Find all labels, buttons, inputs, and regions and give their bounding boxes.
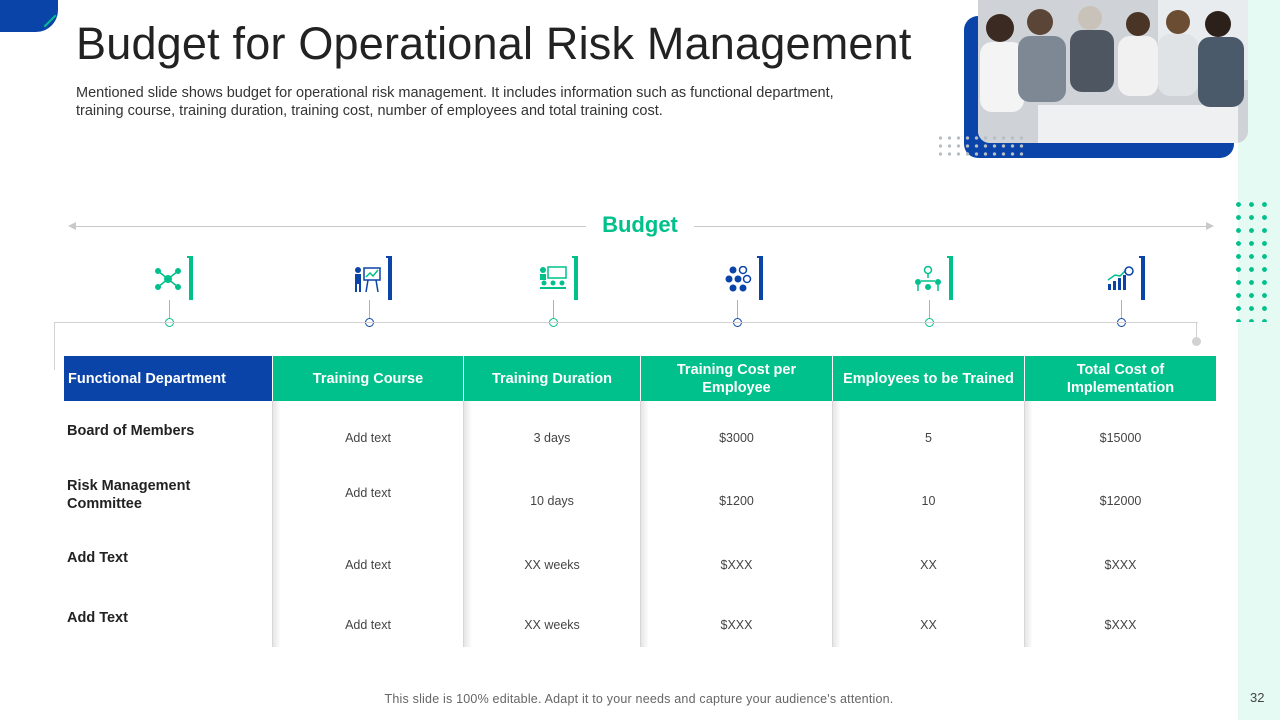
budget-line-right — [694, 226, 1208, 227]
connector-end-dot — [1192, 337, 1201, 346]
arrow-left-icon — [68, 222, 76, 230]
cell-employees: XX — [920, 558, 937, 572]
budget-line-left — [72, 226, 586, 227]
header-training-duration: Training Duration — [464, 356, 640, 401]
cell-course: Add text — [345, 486, 391, 500]
header-functional-department: Functional Department — [64, 356, 272, 401]
header-training-cost: Training Cost per Employee — [641, 356, 832, 401]
growth-chart-icon — [1101, 256, 1145, 300]
arrow-right-icon — [1206, 222, 1214, 230]
footer-note: This slide is 100% editable. Adapt it to your needs and capture your audience's attention. — [384, 692, 894, 706]
icon-stem — [1121, 300, 1122, 319]
photo-dot-pattern — [936, 134, 1026, 160]
cell-employees: XX — [920, 618, 937, 632]
cell-employees: 10 — [921, 494, 936, 508]
cell-total: $15000 — [1099, 431, 1142, 445]
page-number: 32 — [1250, 690, 1265, 705]
corner-decoration — [0, 0, 58, 32]
header-employees-trained: Employees to be Trained — [833, 356, 1024, 401]
cell-course: Add text — [345, 431, 391, 445]
connector-left — [54, 322, 55, 370]
cell-cost: $XXX — [720, 558, 753, 572]
network-nodes-icon — [149, 256, 193, 300]
cell-duration: 3 days — [533, 431, 571, 445]
people-connection-icon — [909, 256, 953, 300]
cell-total: $12000 — [1099, 494, 1142, 508]
team-structure-icon — [719, 256, 763, 300]
cell-cost: $3000 — [719, 431, 754, 445]
icon-stem — [929, 300, 930, 319]
row-label: Add Text — [67, 610, 128, 626]
cell-total: $XXX — [1104, 618, 1137, 632]
cell-course: Add text — [345, 618, 391, 632]
cell-cost: $1200 — [719, 494, 754, 508]
cell-duration: 10 days — [530, 494, 574, 508]
connector-line — [54, 322, 1198, 323]
slide-subtitle: Mentioned slide shows budget for operational risk management. It includes information such as functional department, training course, training duration, training cost, number of employees and total training cost. — [76, 85, 834, 119]
presenter-board-icon — [348, 256, 392, 300]
budget-label: Budget — [602, 212, 678, 237]
cell-duration: XX weeks — [524, 558, 580, 572]
header-total-cost: Total Cost of Implementation — [1025, 356, 1216, 401]
header-training-course: Training Course — [273, 356, 463, 401]
icon-stem — [369, 300, 370, 319]
team-meeting-photo — [978, 0, 1248, 143]
row-label: Risk Management Committee — [67, 478, 191, 512]
cell-course: Add text — [345, 558, 391, 572]
slide-title: Budget for Operational Risk Management — [76, 18, 912, 69]
training-session-icon — [534, 256, 578, 300]
icon-stem — [169, 300, 170, 319]
decorative-dot-grid — [1232, 198, 1272, 322]
connector-right — [1196, 322, 1197, 338]
icon-stem — [553, 300, 554, 319]
cell-cost: $XXX — [720, 618, 753, 632]
cell-total: $XXX — [1104, 558, 1137, 572]
cell-employees: 5 — [925, 431, 932, 445]
row-label: Add Text — [67, 550, 128, 566]
cell-duration: XX weeks — [524, 618, 580, 632]
row-label: Board of Members — [67, 423, 195, 439]
icon-stem — [737, 300, 738, 319]
